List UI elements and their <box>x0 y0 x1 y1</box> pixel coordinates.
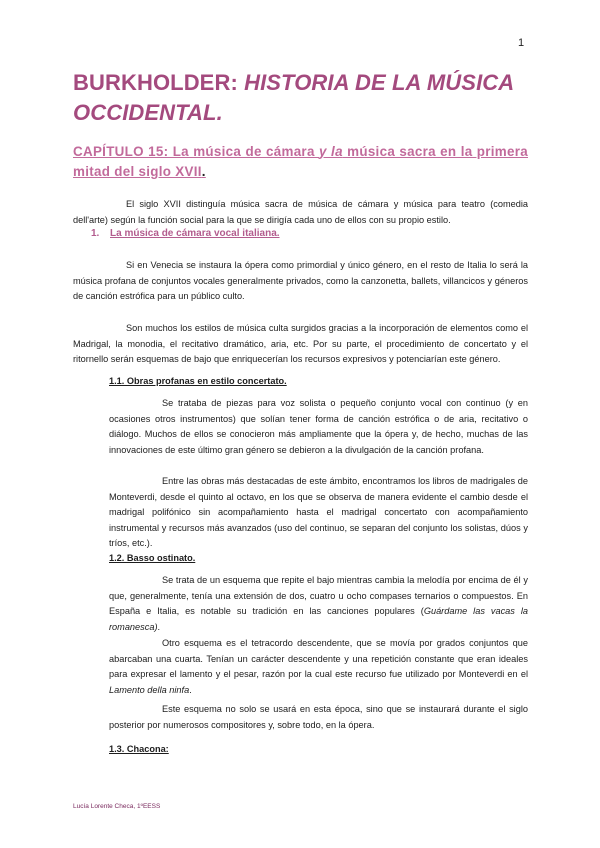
subsection-1-2-para-2 <box>109 636 528 698</box>
section-number: 1. <box>91 228 100 239</box>
page-number: 1 <box>518 37 525 49</box>
subsection-1-2-para-1 <box>109 573 528 635</box>
intro-paragraph: El siglo XVII distinguía música sacra de música de cámara y música para teatro (comedia dell'arte) según la función social para la que se dirigía cada uno de ellos con su propio estilo. <box>73 199 528 225</box>
subsection-1-1-para-2 <box>109 474 528 552</box>
text: . <box>189 684 192 695</box>
subsection-1-2-heading: 1.2. Basso ostinato. <box>109 553 196 563</box>
paragraph: Se trataba de piezas para voz solista o pequeño conjunto vocal con continuo (y en ocasiones otros instrumentos) que solían tener forma de canción estrófica o de aria, recitativo o diálogo. Muchos de ellos se conocieron más ampliamente que la ópera y, de hecho, muchas de las innovaciones de este último gran género se debieron a la divulgación de la canción profana. <box>109 398 528 455</box>
text: . <box>157 621 161 632</box>
chapter-text-1: CAPÍTULO 15: La música de cámara <box>73 144 319 159</box>
intro-block <box>73 197 528 228</box>
text: Se trata de un esquema que repite el bajo mientras cambia la melodía por encima de él y que, generalmente, tenía una extensión de dos, cuatro u ocho compases ternarios o compuestos. En España e Italia, es notable su tradición en las canciones populares ( <box>109 575 528 617</box>
chapter-heading <box>73 142 528 182</box>
page-footer: Lucía Lorente Checa, 1ºEESS <box>73 803 161 810</box>
paragraph <box>109 573 528 635</box>
section-1-para-1 <box>73 258 528 305</box>
text: Otro esquema es el tetracordo descendente, que se movía por grados conjuntos que abarcaban una cuarta. Tenían un carácter descendente y una repetición constante que eran ideales para expresar el lamento y el pesar, razón por la cual este recurso fue utilizado por Monteverdi en el <box>109 638 528 680</box>
subsection-1-2-para-3 <box>109 702 528 733</box>
chapter-text-2: música sacra en la primera mitad del siglo XVII <box>73 144 528 179</box>
italic-title: Lamento della ninfa <box>109 684 190 695</box>
paragraph: Este esquema no solo se usará en esta época, sino que se instaurará durante el siglo posterior por numerosos compositores y, sobre todo, en la ópera. <box>109 704 528 730</box>
title-author: BURKHOLDER: <box>73 70 245 95</box>
title-book-line1: HISTORIA DE LA MÚSICA <box>244 70 515 95</box>
chapter-italic: y la <box>319 144 343 159</box>
paragraph: Son muchos los estilos de música culta surgidos gracias a la incorporación de elementos como el Madrigal, la monodia, el recitativo dramático, aria, etc. Por su parte, el procedimiento de concertato y el ritornello serán esquemas de bajo que enriquecerían los recursos expresivos y potenciarían este género. <box>73 323 528 365</box>
paragraph: Si en Venecia se instaura la ópera como primordial y único género, en el resto de Italia lo será la música profana de conjuntos vocales generalmente privados, como la canzonetta, ballets, villancicos y géneros de canción estrófica para un público culto. <box>73 260 528 302</box>
paragraph: Entre las obras más destacadas de este ámbito, encontramos los libros de madrigales de Monteverdi, desde el quinto al octavo, en los que se observa de manera evidente el cambio desde el madrigal polifónico sin acompañamiento hasta el madrigal concertato con acompañamiento instrumental y recursos más avanzados (uso del continuo, se separan del conjunto los solistas, dúos y tríos, etc.). <box>109 476 528 549</box>
chapter-end: . <box>201 164 206 179</box>
document-title <box>73 68 528 128</box>
paragraph <box>109 636 528 698</box>
subsection-1-3-heading: 1.3. Chacona: <box>109 744 169 754</box>
subsection-1-1-heading: 1.1. Obras profanas en estilo concertato. <box>109 376 287 386</box>
title-book-line2: OCCIDENTAL. <box>73 100 223 125</box>
section-1-para-2 <box>73 321 528 368</box>
subsection-1-1-para-1 <box>109 396 528 458</box>
section-label: La música de cámara vocal italiana. <box>110 228 280 239</box>
italic-title: Guárdame las vacas la romanesca) <box>109 606 528 632</box>
section-1-heading <box>91 228 280 239</box>
